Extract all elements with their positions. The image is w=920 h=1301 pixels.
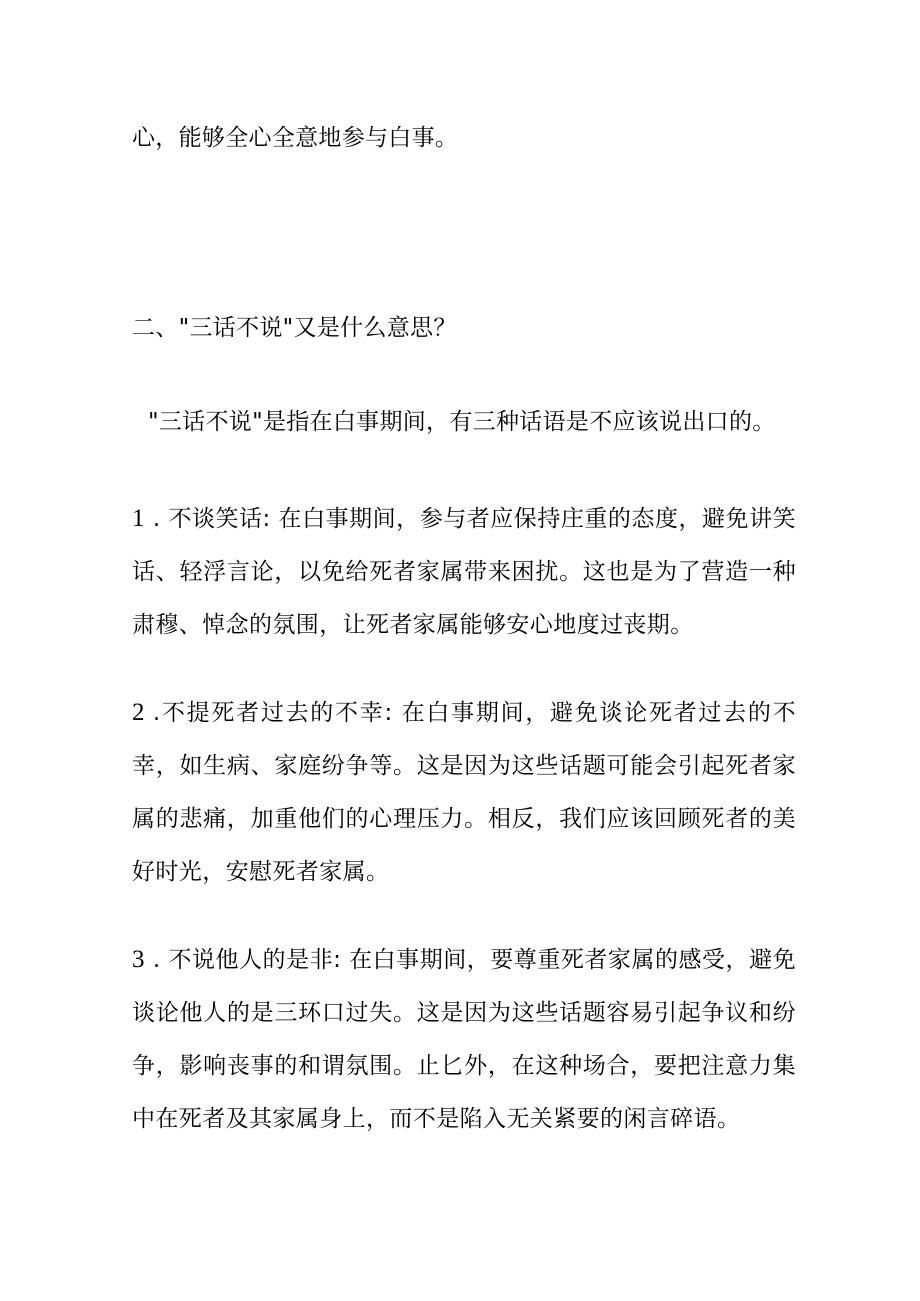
item-number: 1 bbox=[132, 505, 145, 532]
section-intro: "三话不说"是指在白事期间，有三种话语是不应该说出口的。 bbox=[148, 409, 776, 435]
item-number: 2 bbox=[132, 699, 145, 726]
item-text: .不提死者过去的不幸: 在白事期间，避免谈论死者过去的不幸，如生病、家庭纷争等。这是因为这些话题可能会引起死者家属的悲痛，加重他们的心理压力。相反，我们应该回顾死者的美好时光，安慰死者家属。 bbox=[132, 700, 796, 885]
paragraph-continuation: 心，能够全心全意地参与白事。 bbox=[132, 125, 459, 151]
item-text: . 不谈笑话: 在白事期间，参与者应保持庄重的态度，避免讲笑话、轻浮言论，以免给死者家属带来困扰。这也是为了营造一种肃穆、悼念的氛围，让死者家属能够安心地度过丧期。 bbox=[132, 506, 796, 638]
item-text: . 不说他人的是非: 在白事期间，要尊重死者家属的感受，避免谈论他人的是三环口过失。这是因为这些话题容易引起争议和纷争，影响丧事的和谓氛围。止匕外，在这种场合，要把注意力集中在死者及其家属身上，而不是陷入无关紧要的闲言碎语。 bbox=[132, 947, 796, 1132]
list-item-1 bbox=[132, 492, 796, 652]
list-item-2 bbox=[132, 686, 796, 899]
section-heading: 二、"三话不说"又是什么意思？ bbox=[132, 315, 457, 341]
item-number: 3 bbox=[132, 946, 145, 973]
list-item-3 bbox=[132, 933, 796, 1146]
